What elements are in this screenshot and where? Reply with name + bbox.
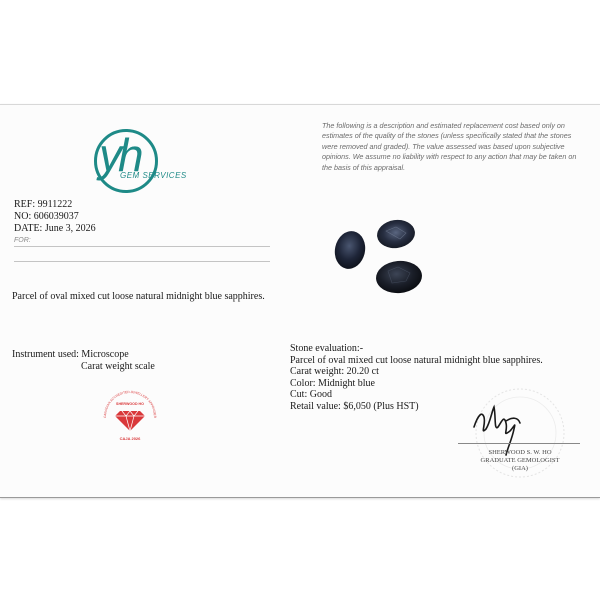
parcel-description: Parcel of oval mixed cut loose natural midnight blue sapphires. [12,291,265,302]
diamond-icon [115,411,145,431]
company-logo [90,127,200,199]
instrument-line-2: Carat weight scale [81,361,155,372]
signature-caption [456,449,584,473]
reference-block [14,199,96,235]
certificate-number: NO: 606039037 [14,211,79,222]
stone-cut: Cut: Good [290,389,332,401]
stone-color: Color: Midnight blue [290,377,375,389]
carat-weight: Carat weight: 20.20 ct [290,366,379,378]
seal-ring-text: CANADIAN ACCREDITED JEWELLERY APPRAISER [102,389,158,419]
gemstone-photo [326,215,426,305]
signature-block [456,387,584,487]
appraisal-date: DATE: June 3, 2026 [14,223,96,234]
signer-title: GRADUATE GEMOLOGIST [480,457,560,464]
signature-line [458,443,580,444]
sapphire-bottom [375,259,424,295]
retail-value: Retail value: $6,050 (Plus HST) [290,400,419,412]
evaluation-heading: Stone evaluation:- [290,343,364,354]
logo-mark: yh [99,129,140,181]
instrument-block [12,349,212,373]
sapphire-top [375,217,417,250]
for-label: FOR: [14,237,31,244]
logo-subtitle: GEM SERVICES [120,171,187,180]
seal-top-text: SHERWOOD HO [116,402,144,406]
caja-seal [98,385,162,449]
signer-org: (GIA) [512,465,528,472]
instrument-line-1: Instrument used: Microscope [12,349,129,360]
for-field [14,237,270,247]
evaluation-description: Parcel of oval mixed cut loose natural midnight blue sapphires. [290,354,543,366]
signer-name: SHERWOOD S. W. HO [488,449,552,456]
disclaimer-text: The following is a description and estimated replacement cost based only on estimates of the quality of the stones (unless specifically stated that the stones were removed and graded). The value assessed was based upon subjective opinions. We assume no liability with respect to any action that may be taken on the basis of this appraisal. [322,121,577,172]
appraisal-card [0,104,600,498]
seal-bottom-text: CAJA 2026 [119,436,141,441]
sapphire-left [331,228,368,271]
blank-line [14,261,270,262]
ref-number: REF: 9911222 [14,199,73,210]
